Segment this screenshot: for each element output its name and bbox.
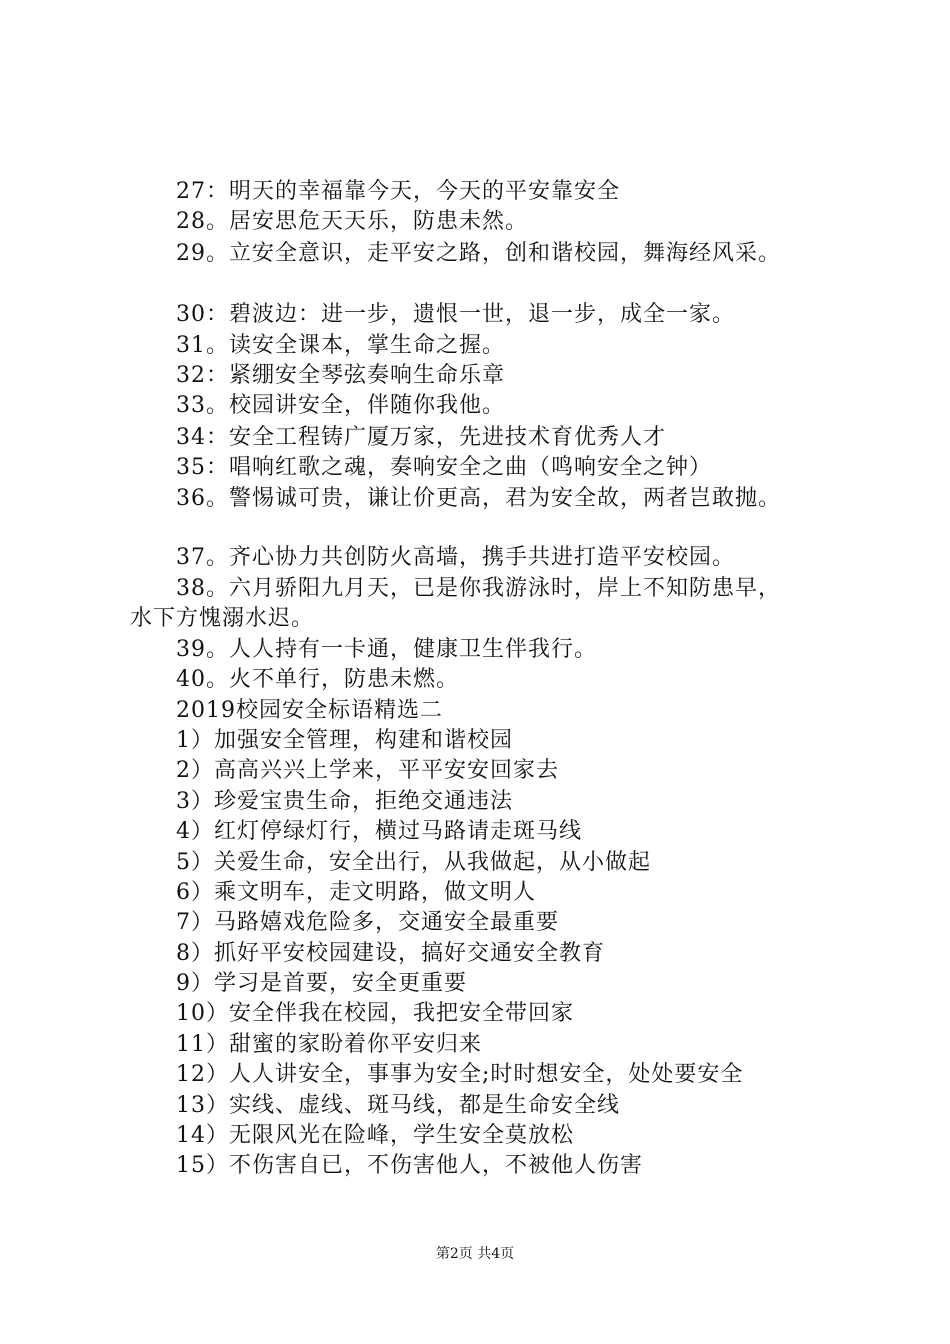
slogan-line-34: 34：安全工程铸广厦万家，先进技术育优秀人才 <box>176 425 666 450</box>
page-footer: 第2页 共4页 <box>435 1246 515 1262</box>
slogan-line-28: 28。居安思危天天乐，防患未然。 <box>176 209 528 234</box>
slogan-line-36: 36。警惕诚可贵，谦让价更高，君为安全故，两者岂敢抛。 <box>176 486 781 511</box>
slogan-line-35: 35：唱响红歌之魂，奏响安全之曲（鸣响安全之钟） <box>176 455 712 480</box>
list-item-10: 10）安全伴我在校园，我把安全带回家 <box>176 1001 574 1026</box>
slogan-line-37: 37。齐心协力共创防火高墙，携手共进打造平安校园。 <box>176 545 735 570</box>
slogan-line-27: 27：明天的幸福靠今天，今天的平安靠安全 <box>176 179 620 204</box>
slogan-line-29: 29。立安全意识，走平安之路，创和谐校园，舞海经风采。 <box>176 241 781 266</box>
list-item-7: 7）马路嬉戏危险多，交通安全最重要 <box>176 910 559 935</box>
slogan-line-30: 30：碧波边：进一步，遗恨一世，退一步，成全一家。 <box>176 302 735 327</box>
list-item-3: 3）珍爱宝贵生命，拒绝交通违法 <box>176 789 513 814</box>
section-heading: 2019校园安全标语精选二 <box>176 698 443 723</box>
list-item-9: 9）学习是首要，安全更重要 <box>176 971 467 996</box>
list-item-6: 6）乘文明车，走文明路，做文明人 <box>176 880 536 905</box>
list-item-15: 15）不伤害自已，不伤害他人，不被他人伤害 <box>176 1153 643 1178</box>
list-item-11: 11）甜蜜的家盼着你平安归来 <box>176 1032 482 1057</box>
slogan-line-32: 32：紧绷安全琴弦奏响生命乐章 <box>176 363 505 388</box>
slogan-line-38-continued: 水下方愧溺水迟。 <box>130 606 315 631</box>
list-item-12: 12）人人讲安全，事事为安全;时时想安全，处处要安全 <box>176 1062 744 1087</box>
list-item-2: 2）高高兴兴上学来，平平安安回家去 <box>176 758 559 783</box>
list-item-8: 8）抓好平安校园建设，搞好交通安全教育 <box>176 941 605 966</box>
slogan-line-40: 40。火不单行，防患未燃。 <box>176 667 459 692</box>
slogan-line-31: 31。读安全课本，掌生命之握。 <box>176 333 505 358</box>
slogan-line-39: 39。人人持有一卡通，健康卫生伴我行。 <box>176 637 597 662</box>
slogan-line-38: 38。六月骄阳九月天，已是你我游泳时，岸上不知防患早， <box>176 576 781 601</box>
list-item-13: 13）实线、虚线、斑马线，都是生命安全线 <box>176 1093 620 1118</box>
list-item-4: 4）红灯停绿灯行，横过马路请走斑马线 <box>176 819 582 844</box>
list-item-5: 5）关爱生命，安全出行，从我做起，从小做起 <box>176 850 651 875</box>
list-item-14: 14）无限风光在险峰，学生安全莫放松 <box>176 1123 574 1148</box>
slogan-line-33: 33。校园讲安全，伴随你我他。 <box>176 393 505 418</box>
list-item-1: 1）加强安全管理，构建和谐校园 <box>176 728 513 753</box>
